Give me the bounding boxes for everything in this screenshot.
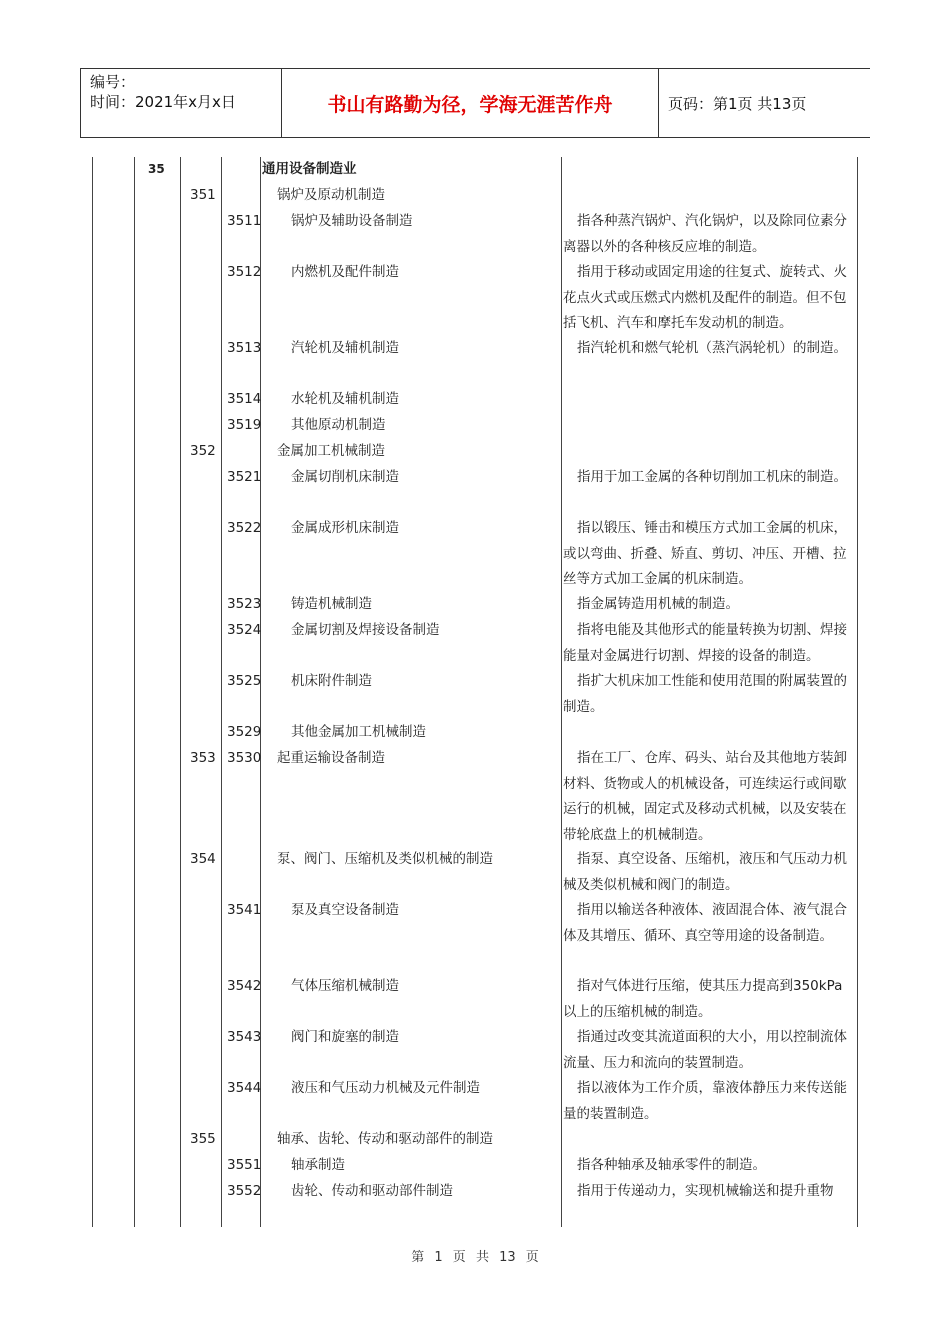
category-name: 其他金属加工机械制造 xyxy=(291,724,426,740)
category-name: 金属切割及焊接设备制造 xyxy=(291,622,440,638)
table-row xyxy=(0,669,950,720)
table-row xyxy=(0,974,950,1025)
category-name: 起重运输设备制造 xyxy=(277,750,385,766)
mid-category-code: 354 xyxy=(190,851,216,867)
page-footer xyxy=(0,1246,950,1265)
category-name: 内燃机及配件制造 xyxy=(291,264,399,280)
header-meta xyxy=(90,72,280,112)
category-name: 金属加工机械制造 xyxy=(277,443,385,459)
small-category-code: 3513 xyxy=(227,340,262,356)
category-name: 锅炉及辅助设备制造 xyxy=(291,213,413,229)
mid-category-code: 352 xyxy=(190,443,216,459)
category-description: 指对气体进行压缩，使其压力提高到350kPa以上的压缩机械的制造。 xyxy=(563,978,843,1020)
classification-table xyxy=(0,157,950,1205)
category-name: 泵、阀门、压缩机及类似机械的制造 xyxy=(277,851,493,867)
category-name: 轴承、齿轮、传动和驱动部件的制造 xyxy=(277,1131,493,1147)
category-description: 指扩大机床加工性能和使用范围的附属装置的制造。 xyxy=(563,673,847,715)
category-name: 机床附件制造 xyxy=(291,673,372,689)
category-description: 指各种轴承及轴承零件的制造。 xyxy=(577,1157,766,1173)
table-row xyxy=(0,516,950,592)
small-category-code: 3541 xyxy=(227,902,262,918)
small-category-code: 3542 xyxy=(227,978,262,994)
category-name: 锅炉及原动机制造 xyxy=(277,187,385,203)
table-row xyxy=(0,387,950,413)
footer-suffix: 页 xyxy=(525,1250,539,1265)
page-header xyxy=(80,68,870,138)
table-row xyxy=(0,1179,950,1205)
category-name: 其他原动机制造 xyxy=(291,417,386,433)
category-name: 水轮机及辅机制造 xyxy=(291,391,399,407)
table-row xyxy=(0,465,950,516)
table-row xyxy=(0,898,950,974)
table-row xyxy=(0,618,950,669)
category-name: 阀门和旋塞的制造 xyxy=(291,1029,399,1045)
category-description: 指用以输送各种液体、液固混合体、液气混合体及其增压、循环、真空等用途的设备制造。 xyxy=(563,902,847,944)
category-name: 泵及真空设备制造 xyxy=(291,902,399,918)
category-name: 汽轮机及辅机制造 xyxy=(291,340,399,356)
category-description: 指用于移动或固定用途的往复式、旋转式、火花点火式或压燃式内燃机及配件的制造。但不包括飞机、汽车和摩托车发动机的制造。 xyxy=(563,264,847,331)
table-row xyxy=(0,847,950,898)
small-category-code: 3544 xyxy=(227,1080,262,1096)
table-row xyxy=(0,746,950,847)
document-time-label: 时间：2021年x月x日 xyxy=(90,93,236,111)
small-category-code: 3552 xyxy=(227,1183,262,1199)
header-divider xyxy=(658,69,659,137)
small-category-code: 3524 xyxy=(227,622,262,638)
mid-category-code: 351 xyxy=(190,187,216,203)
small-category-code: 3521 xyxy=(227,469,262,485)
category-description: 指各种蒸汽锅炉、汽化锅炉，以及除同位素分离器以外的各种核反应堆的制造。 xyxy=(563,213,847,255)
mid-category-code: 353 xyxy=(190,750,216,766)
category-description: 指用于传递动力，实现机械输送和提升重物 xyxy=(577,1183,834,1199)
table-row xyxy=(0,157,950,183)
category-description: 指用于加工金属的各种切削加工机床的制造。 xyxy=(577,469,847,485)
category-name: 气体压缩机械制造 xyxy=(291,978,399,994)
table-row xyxy=(0,209,950,260)
header-motto: 书山有路勤为径，学海无涯苦作舟 xyxy=(327,93,613,116)
small-category-code: 3530 xyxy=(227,750,262,766)
table-row xyxy=(0,1076,950,1127)
category-name: 金属切削机床制造 xyxy=(291,469,399,485)
table-row xyxy=(0,1127,950,1153)
table-row xyxy=(0,260,950,336)
category-name: 通用设备制造业 xyxy=(262,161,357,177)
category-name: 液压和气压动力机械及元件制造 xyxy=(291,1080,480,1096)
table-row xyxy=(0,439,950,465)
table-row xyxy=(0,592,950,618)
category-description: 指泵、真空设备、压缩机，液压和气压动力机械及类似机械和阀门的制造。 xyxy=(563,851,847,893)
category-description: 指在工厂、仓库、码头、站台及其他地方装卸材料、货物或人的机械设备，可连续运行或间歇运行的机械，固定式及移动式机械，以及安装在带轮底盘上的机械制造。 xyxy=(563,750,847,843)
small-category-code: 3525 xyxy=(227,673,262,689)
footer-page-number: 1 xyxy=(434,1250,443,1265)
small-category-code: 3523 xyxy=(227,596,262,612)
small-category-code: 3522 xyxy=(227,520,262,536)
small-category-code: 3512 xyxy=(227,264,262,280)
table-row xyxy=(0,413,950,439)
header-page-label: 页码：第1页 共13页 xyxy=(668,94,807,113)
category-name: 金属成形机床制造 xyxy=(291,520,399,536)
category-description: 指通过改变其流道面积的大小，用以控制流体流量、压力和流向的装置制造。 xyxy=(563,1029,847,1071)
mid-category-code: 355 xyxy=(190,1131,216,1147)
footer-total-word: 共 xyxy=(475,1250,489,1265)
small-category-code: 3551 xyxy=(227,1157,262,1173)
category-description: 指将电能及其他形式的能量转换为切割、焊接能量对金属进行切割、焊接的设备的制造。 xyxy=(563,622,847,664)
footer-total-pages: 13 xyxy=(499,1250,516,1265)
category-name: 轴承制造 xyxy=(291,1157,345,1173)
footer-prefix: 第 xyxy=(411,1250,425,1265)
small-category-code: 3514 xyxy=(227,391,262,407)
category-name: 铸造机械制造 xyxy=(291,596,372,612)
table-row xyxy=(0,1153,950,1179)
small-category-code: 3511 xyxy=(227,213,262,229)
table-row xyxy=(0,183,950,209)
document-number-label: 编号： xyxy=(90,73,136,91)
header-divider xyxy=(80,69,81,137)
category-description: 指以液体为工作介质，靠液体静压力来传送能量的装置制造。 xyxy=(563,1080,847,1122)
category-description: 指金属铸造用机械的制造。 xyxy=(577,596,739,612)
major-category-code: 35 xyxy=(148,162,165,176)
table-row xyxy=(0,1025,950,1076)
small-category-code: 3529 xyxy=(227,724,262,740)
small-category-code: 3543 xyxy=(227,1029,262,1045)
category-description: 指汽轮机和燃气轮机（蒸汽涡轮机）的制造。 xyxy=(577,340,847,356)
small-category-code: 3519 xyxy=(227,417,262,433)
table-row xyxy=(0,336,950,387)
category-name: 齿轮、传动和驱动部件制造 xyxy=(291,1183,453,1199)
category-description: 指以锻压、锤击和模压方式加工金属的机床，或以弯曲、折叠、矫直、剪切、冲压、开槽、拉丝等方式加工金属的机床制造。 xyxy=(563,520,847,587)
footer-page-word: 页 xyxy=(452,1250,466,1265)
table-row xyxy=(0,720,950,746)
